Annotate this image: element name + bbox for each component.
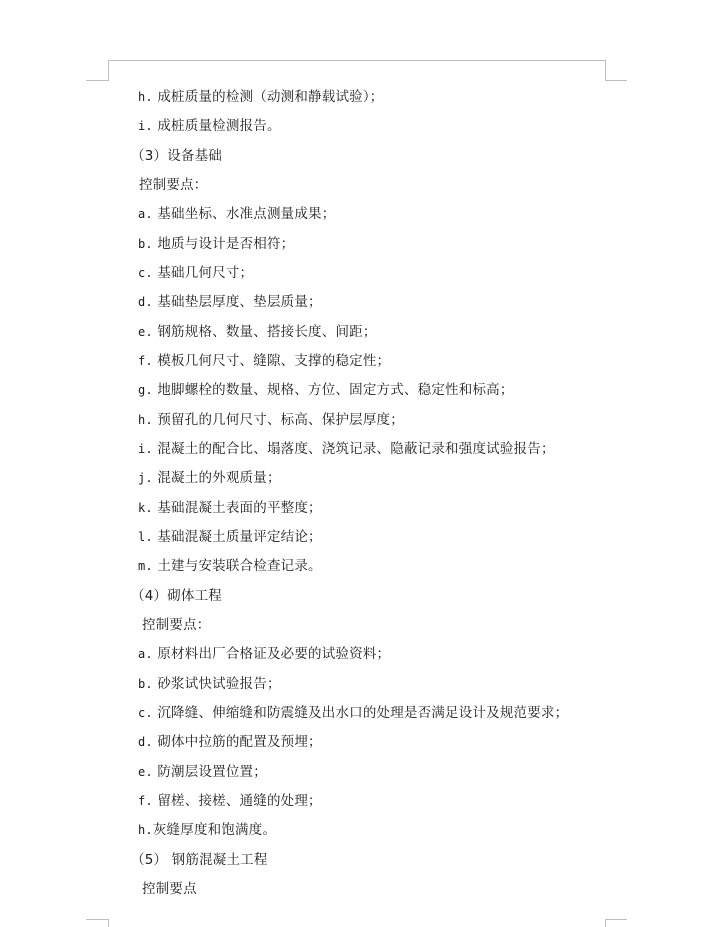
list-item: i. 成桩质量检测报告。 — [138, 118, 281, 134]
list-item: e. 防潮层设置位置； — [138, 764, 267, 780]
list-item: m. 土建与安装联合检查记录。 — [138, 558, 322, 574]
list-item: f. 留槎、接槎、通缝的处理； — [138, 793, 322, 809]
list-item: b. 地质与设计是否相符； — [138, 236, 295, 252]
list-item: j. 混凝土的外观质量； — [138, 470, 281, 486]
list-item: a. 基础坐标、水准点测量成果； — [138, 206, 336, 222]
list-item: c. 基础几何尺寸； — [138, 265, 254, 281]
list-item: l. 基础混凝土质量评定结论； — [138, 529, 322, 545]
list-item: i. 混凝土的配合比、塌落度、浇筑记录、隐蔽记录和强度试验报告； — [138, 441, 555, 457]
control-points-label: 控制要点： — [139, 177, 208, 193]
list-item: h. 预留孔的几何尺寸、标高、保护层厚度； — [138, 412, 404, 428]
corner-mark-top-right-v — [605, 60, 606, 81]
list-item: d. 砌体中拉筋的配置及预埋； — [138, 734, 322, 750]
corner-mark-top-right-h — [605, 80, 627, 81]
control-points-label: 控制要点 — [142, 881, 197, 897]
list-item: h. 成桩质量的检测（动测和静载试验）； — [138, 89, 384, 105]
section-heading: （4）砌体工程 — [131, 588, 222, 604]
corner-mark-top-left-h — [86, 80, 108, 81]
control-points-label: 控制要点： — [142, 617, 211, 633]
section-heading: （5） 钢筋混凝土工程 — [131, 852, 268, 868]
list-item: e. 钢筋规格、数量、搭接长度、间距； — [138, 324, 377, 340]
list-item: c. 沉降缝、伸缩缝和防震缝及出水口的处理是否满足设计及规范要求； — [138, 705, 569, 721]
page-top-edge — [108, 60, 606, 61]
corner-mark-bottom-right-v — [605, 919, 606, 927]
corner-mark-top-left-v — [108, 60, 109, 81]
list-item: d. 基础垫层厚度、垫层质量； — [138, 294, 322, 310]
list-item: f. 模板几何尺寸、缝隙、支撑的稳定性； — [138, 353, 391, 369]
corner-mark-bottom-right-h — [605, 919, 627, 920]
corner-mark-bottom-left-v — [108, 919, 109, 927]
list-item: g. 地脚螺栓的数量、规格、方位、固定方式、稳定性和标高； — [138, 382, 514, 398]
list-item: a. 原材料出厂合格证及必要的试验资料； — [138, 646, 391, 662]
section-heading: （3）设备基础 — [131, 148, 222, 164]
list-item: h.灰缝厚度和饱满度。 — [138, 822, 277, 838]
corner-mark-bottom-left-h — [86, 919, 108, 920]
list-item: k. 基础混凝土表面的平整度； — [138, 500, 322, 516]
list-item: b. 砂浆试快试验报告； — [138, 676, 281, 692]
